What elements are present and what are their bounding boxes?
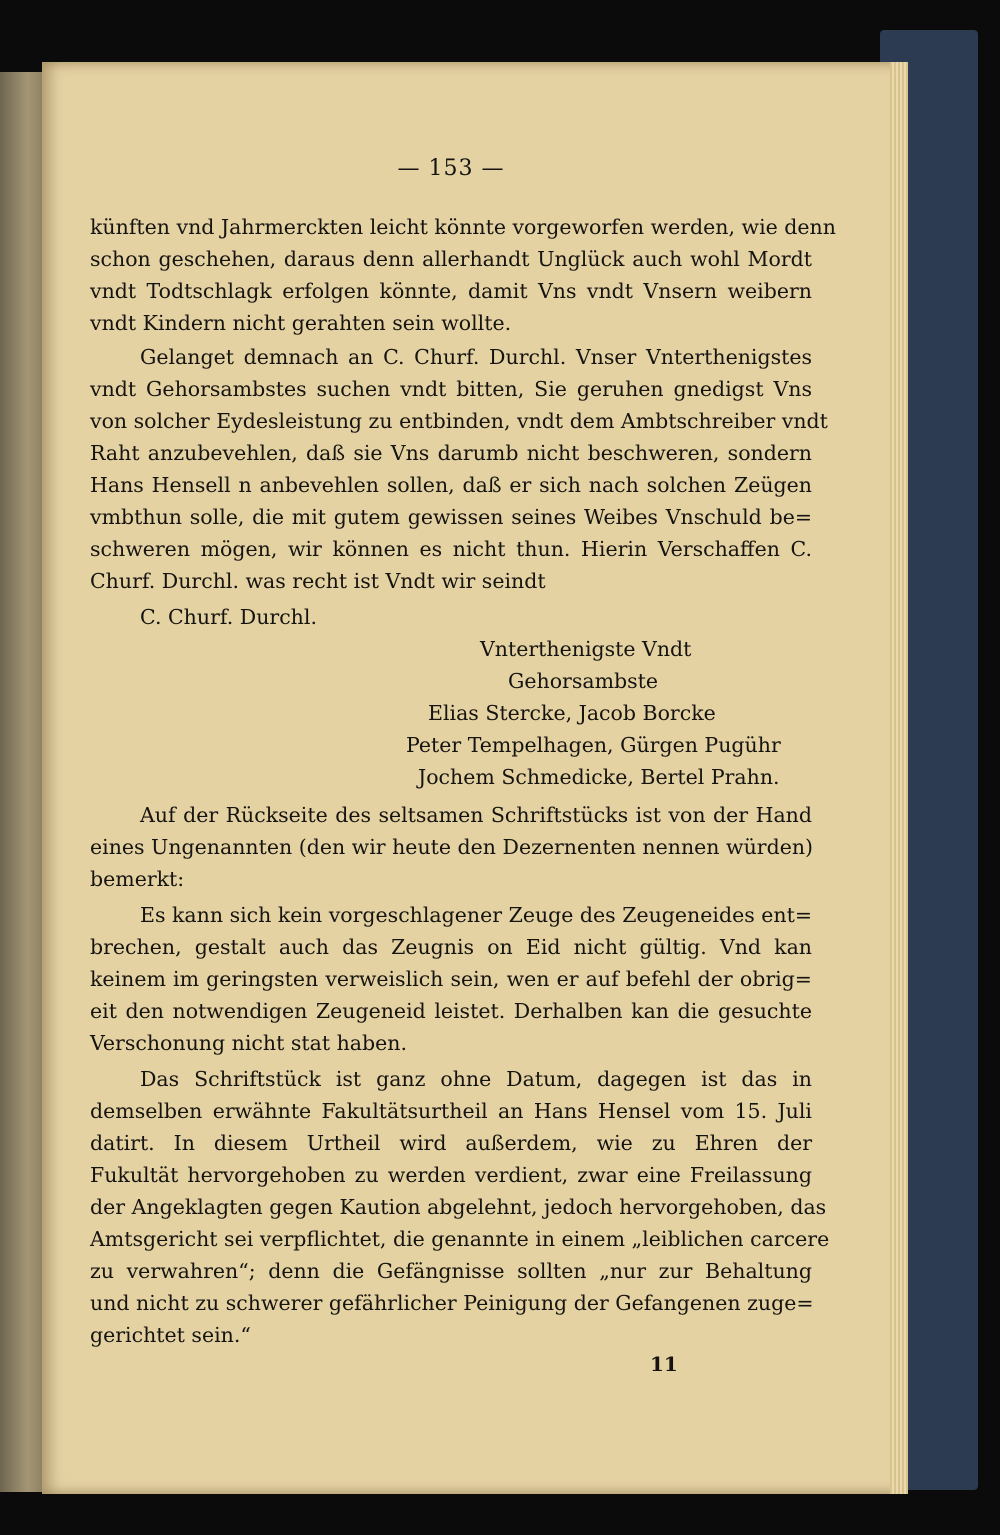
salutation: C. Churf. Durchl. — [140, 605, 317, 629]
signature-line: Peter Tempelhagen, Gürgen Pugühr — [406, 733, 781, 757]
text-line: brechen, gestalt auch das Zeugnis on Eid nicht gültig. Vnd kan — [90, 935, 812, 959]
text-line: schweren mögen, wir können es nicht thun. Hierin Verschaffen C. — [90, 537, 812, 561]
text-line: Churf. Durchl. was recht ist Vndt wir seindt — [90, 569, 546, 593]
signature-line: Elias Stercke, Jacob Borcke — [428, 701, 716, 725]
text-line: keinem im geringsten verweislich sein, wen er auf befehl der obrig= — [90, 967, 812, 991]
text-line: Fukultät hervorgehoben zu werden verdient, zwar eine Freilassung — [90, 1163, 812, 1187]
text-line: Amtsgericht sei verpflichtet, die genannte in einem „leiblichen carcere — [90, 1227, 830, 1251]
text-line: von solcher Eydesleistung zu entbinden, vndt dem Ambtschreiber vndt — [90, 409, 828, 433]
text-line: schon geschehen, daraus denn allerhandt Unglück auch wohl Mordt — [90, 247, 812, 271]
text-line: zu verwahren“; denn die Gefängnisse sollten „nur zur Behaltung — [90, 1259, 812, 1283]
signature-line: Gehorsambste — [508, 669, 659, 693]
text-line: bemerkt: — [90, 867, 185, 891]
text-line: datirt. In diesem Urtheil wird außerdem, wie zu Ehren der — [90, 1131, 812, 1155]
text-line: Gelanget demnach an C. Churf. Durchl. Vnser Vnterthenigstes — [140, 345, 812, 369]
text-line: eit den notwendigen Zeugeneid leistet. Derhalben kan die gesuchte — [90, 999, 812, 1023]
facing-page-edge — [0, 72, 46, 1492]
text-line: Auf der Rückseite des seltsamen Schriftstücks ist von der Hand — [140, 803, 812, 827]
text-line: Hans Hensell n anbevehlen sollen, daß er sich nach solchen Zeügen — [90, 473, 812, 497]
book-page — [42, 62, 908, 1494]
page-number-header: — 153 — — [397, 156, 505, 181]
text-line: vndt Gehorsambstes suchen vndt bitten, Sie geruhen gnedigst Vns — [90, 377, 812, 401]
text-line: künften vnd Jahrmerckten leicht könnte vorgeworfen werden, wie denn — [90, 215, 836, 239]
signature-line: Vnterthenigste Vndt — [480, 637, 692, 661]
text-line: Verschonung nicht stat haben. — [90, 1031, 407, 1055]
text-line: vndt Kindern nicht gerahten sein wollte. — [90, 311, 512, 335]
page-fore-edge — [890, 62, 908, 1494]
text-line: vmbthun solle, die mit gutem gewissen seines Weibes Vnschuld be= — [90, 505, 812, 529]
text-line: und nicht zu schwerer gefährlicher Peinigung der Gefangenen zuge= — [90, 1291, 814, 1315]
text-line: Raht anzubevehlen, daß sie Vns darumb nicht beschweren, sondern — [90, 441, 812, 465]
signature-line: Jochem Schmedicke, Bertel Prahn. — [418, 765, 780, 789]
text-line: eines Ungenannten (den wir heute den Dezernenten nennen würden) — [90, 835, 814, 859]
text-line: demselben erwähnte Fakultätsurtheil an Hans Hensel vom 15. Juli — [90, 1099, 812, 1123]
text-line: vndt Todtschlagk erfolgen könnte, damit Vns vndt Vnsern weibern — [90, 279, 812, 303]
text-line: gerichtet sein.“ — [90, 1323, 251, 1347]
text-line: Es kann sich kein vorgeschlagener Zeuge des Zeugeneides ent= — [140, 903, 812, 927]
text-line: der Angeklagten gegen Kaution abgelehnt, jedoch hervorgehoben, das — [90, 1195, 827, 1219]
text-line: Das Schriftstück ist ganz ohne Datum, dagegen ist das in — [140, 1067, 812, 1091]
sheet-signature: 11 — [650, 1352, 678, 1376]
